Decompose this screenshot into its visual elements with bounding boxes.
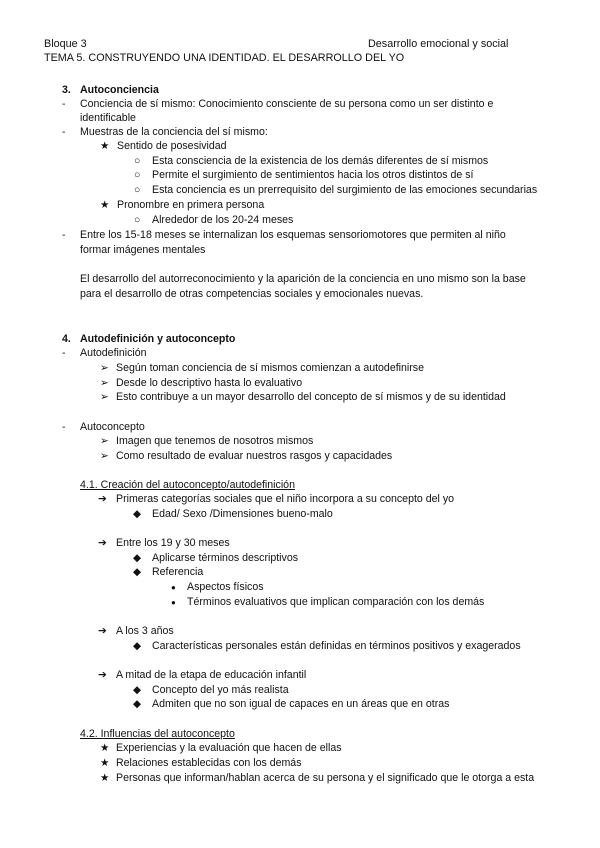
arrowhead-bullet-icon: ➢ (100, 362, 109, 374)
diamond-bullet-icon: ◆ (133, 566, 142, 578)
list-item-continuation: formar imágenes mentales (80, 244, 206, 256)
paragraph-line: para el desarrollo de otras competencias sociales y emocionales nuevas. (80, 288, 424, 300)
star-bullet-icon: ★ (100, 772, 110, 784)
paragraph-line: El desarrollo del autorreconocimiento y la aparición de la conciencia en uno mismo son la base (80, 273, 526, 285)
list-item: Características personales están definidas en términos positivos y exagerados (152, 640, 521, 652)
list-item: Términos evaluativos que implican comparación con los demás (187, 596, 485, 608)
subsection-4-2-heading: 4.2. Influencias del autoconcepto (80, 728, 235, 740)
list-item: Esta consciencia de la existencia de los demás diferentes de sí mismos (152, 155, 489, 167)
star-bullet-icon: ★ (100, 140, 110, 152)
list-item: Imagen que tenemos de nosotros mismos (116, 435, 314, 447)
dash-bullet: - (62, 421, 66, 433)
section-4-title: Autodefinición y autoconcepto (80, 333, 236, 345)
star-bullet-icon: ★ (100, 199, 110, 211)
circle-bullet-icon: ○ (134, 155, 141, 167)
list-item: Experiencias y la evaluación que hacen de ellas (116, 742, 342, 754)
list-item: Admiten que no son igual de capaces en un áreas que en otras (152, 698, 450, 710)
list-item: Sentido de posesividad (117, 140, 227, 152)
diamond-bullet-icon: ◆ (133, 508, 142, 520)
dot-bullet-icon: ● (171, 583, 176, 592)
subsection-4-1-heading: 4.1. Creación del autoconcepto/autodefinición (80, 479, 295, 491)
circle-bullet-icon: ○ (134, 184, 141, 196)
list-item: A mitad de la etapa de educación infantil (116, 669, 307, 681)
arrow-bullet-icon: ➔ (98, 669, 107, 681)
diamond-bullet-icon: ◆ (133, 552, 142, 564)
arrow-bullet-icon: ➔ (98, 493, 107, 505)
list-item: Autoconcepto (80, 421, 145, 433)
list-item: Desde lo descriptivo hasta lo evaluativo (116, 377, 303, 389)
circle-bullet-icon: ○ (134, 169, 141, 181)
dash-bullet: - (62, 126, 66, 138)
dot-bullet-icon: ● (171, 598, 176, 607)
section-4-number: 4. (62, 333, 71, 345)
header-block-label: Bloque 3 (44, 38, 87, 50)
circle-bullet-icon: ○ (134, 214, 141, 226)
list-item: Como resultado de evaluar nuestros rasgos y capacidades (116, 450, 393, 462)
list-item: Concepto del yo más realista (152, 684, 289, 696)
list-item: Esta conciencia es un prerrequisito del surgimiento de las emociones secundarias (152, 184, 538, 196)
list-item: Autodefinición (80, 347, 147, 359)
dash-bullet: - (62, 98, 66, 110)
list-item: Según toman conciencia de sí mismos comienzan a autodefinirse (116, 362, 424, 374)
diamond-bullet-icon: ◆ (133, 640, 142, 652)
list-item: Aspectos físicos (187, 581, 264, 593)
dash-bullet: - (62, 347, 66, 359)
list-item: Personas que informan/hablan acerca de su persona y el significado que le otorga a esta (116, 772, 535, 784)
star-bullet-icon: ★ (100, 757, 110, 769)
arrow-bullet-icon: ➔ (98, 625, 107, 637)
list-item: Aplicarse términos descriptivos (152, 552, 299, 564)
diamond-bullet-icon: ◆ (133, 684, 142, 696)
list-item: Entre los 19 y 30 meses (116, 537, 230, 549)
list-item: Alrededor de los 20-24 meses (152, 214, 294, 226)
diamond-bullet-icon: ◆ (133, 698, 142, 710)
list-item: Permite el surgimiento de sentimientos hacia los otros distintos de sí (152, 169, 474, 181)
arrow-bullet-icon: ➔ (98, 537, 107, 549)
arrowhead-bullet-icon: ➢ (100, 435, 109, 447)
list-item-continuation: identificable (80, 112, 136, 124)
list-item: A los 3 años (116, 625, 174, 637)
list-item: Pronombre en primera persona (117, 199, 265, 211)
page-title: TEMA 5. CONSTRUYENDO UNA IDENTIDAD. EL DESARROLLO DEL YO (44, 52, 405, 64)
list-item: Edad/ Sexo /Dimensiones bueno-malo (152, 508, 333, 520)
list-item: Referencia (152, 566, 204, 578)
list-item: Esto contribuye a un mayor desarrollo del concepto de sí mismos y de su identidad (116, 391, 506, 403)
section-3-number: 3. (62, 84, 71, 96)
arrowhead-bullet-icon: ➢ (100, 377, 109, 389)
arrowhead-bullet-icon: ➢ (100, 391, 109, 403)
section-3-title: Autoconciencia (80, 84, 159, 96)
list-item: Entre los 15-18 meses se internalizan los esquemas sensoriomotores que permiten al niño (80, 229, 506, 241)
list-item: Primeras categorías sociales que el niño incorpora a su concepto del yo (116, 493, 455, 505)
arrowhead-bullet-icon: ➢ (100, 450, 109, 462)
list-item: Conciencia de sí mismo: Conocimiento consciente de su persona como un ser distinto e (80, 98, 494, 110)
list-item: Muestras de la conciencia del sí mismo: (80, 126, 268, 138)
dash-bullet: - (62, 229, 66, 241)
star-bullet-icon: ★ (100, 742, 110, 754)
header-subject-label: Desarrollo emocional y social (368, 38, 509, 50)
list-item: Relaciones establecidas con los demás (116, 757, 302, 769)
